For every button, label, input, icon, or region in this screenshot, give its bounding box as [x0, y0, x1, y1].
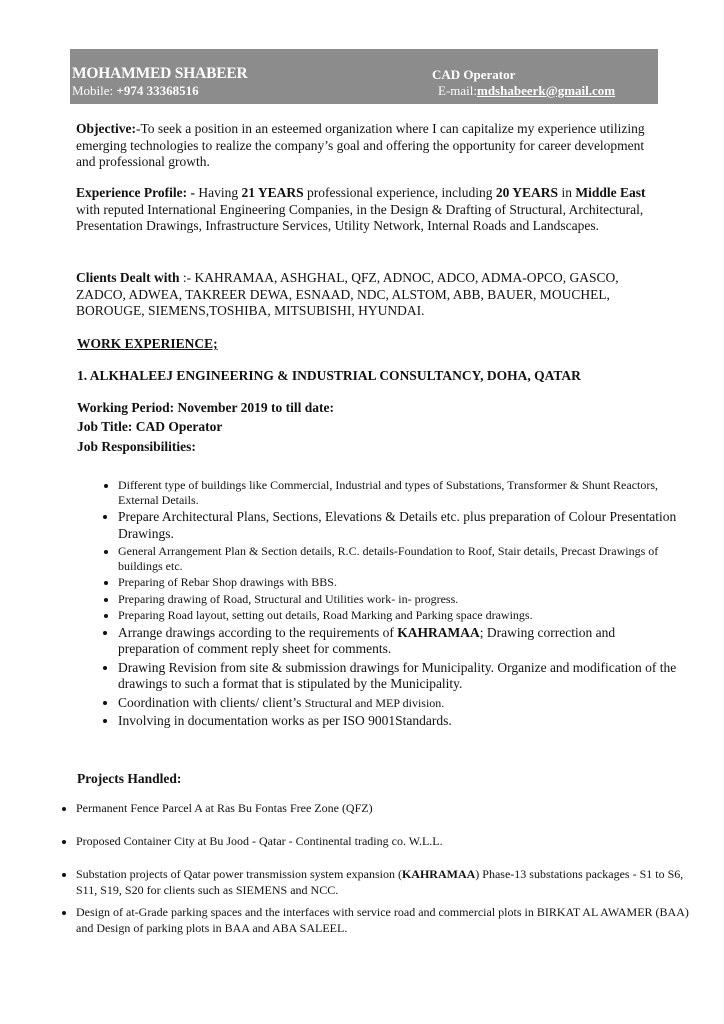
projects-list — [50, 800, 696, 953]
job-responsibilities-title: Job Responsibilities: — [77, 439, 196, 454]
working-period: Working Period: November 2019 to till date: — [77, 400, 334, 415]
list-item: • Permanent Fence Parcel A at Ras Bu Fontas Free Zone (QFZ) — [76, 800, 696, 816]
experience-text-3: in — [558, 185, 576, 200]
resp-text: Coordination with clients/ client’s — [118, 694, 305, 710]
company-heading: 1. ALKHALEEJ ENGINEERING & INDUSTRIAL CONSULTANCY, DOHA, QATAR — [77, 368, 581, 383]
candidate-role: CAD Operator — [432, 67, 516, 82]
responsibilities-list — [92, 478, 678, 732]
work-experience-title: WORK EXPERIENCE; — [77, 336, 218, 351]
experience-text-4: with reputed International Engineering Companies, in the Design & Drafting of Structural, Architectural, Presentation Drawings, Infrastructure Services, Utility Network, Internal Roads and Landscapes. — [76, 201, 644, 233]
resume-header — [70, 49, 658, 104]
experience-text-1: Having — [194, 185, 242, 200]
list-item: • Preparing of Rebar Shop drawings with BBS. — [118, 575, 678, 590]
job-title: Job Title: CAD Operator — [77, 419, 223, 434]
project-client-name: KAHRAMAA — [401, 867, 476, 881]
objective-label: Objective: — [76, 121, 136, 136]
mobile-number: +974 33368516 — [116, 83, 199, 98]
email-line — [438, 83, 615, 99]
email-link[interactable]: mdshabeerk@gmail.com — [477, 83, 616, 98]
experience-years-middle-east: 20 YEARS — [495, 185, 559, 200]
resp-text-small: Structural and MEP division. — [304, 695, 445, 710]
mobile-label: Mobile: — [72, 83, 117, 98]
project-text: Substation projects of Qatar power transmission system expansion ( — [76, 867, 402, 881]
list-item: • Different type of buildings like Commercial, Industrial and types of Substations, Transformer & Shunt Reactors, External Details. — [118, 478, 678, 507]
resp-text: Arrange drawings according to the requirements of — [118, 624, 398, 640]
clients-label: Clients Dealt with — [76, 270, 180, 285]
list-item: • Proposed Container City at Bu Jood - Qatar - Continental trading co. W.L.L. — [76, 833, 696, 849]
list-item — [76, 866, 696, 898]
project-text: ) Phase-13 substations packages - S1 to S6, S11, S19, S20 for clients such as SIEMENS and NCC. — [76, 867, 684, 897]
list-item: • General Arrangement Plan & Section details, R.C. details-Foundation to Roof, Stair details, Precast Drawings of buildings etc. — [118, 544, 678, 573]
list-item — [118, 695, 678, 712]
experience-years-total: 21 YEARS — [241, 185, 304, 200]
clients-text: :- KAHRAMAA, ASHGHAL, QFZ, ADNOC, ADCO, ADMA-OPCO, GASCO, ZADCO, ADWEA, TAKREER DEWA, ESNAAD, NDC, ALSTOM, ABB, BAUER, MOUCHEL, BOROUGE, SIEMENS,TOSHIBA, MITSUBISHI, HYUNDAI. — [76, 270, 619, 318]
list-item: • Preparing Road layout, setting out details, Road Marking and Parking space drawings. — [118, 608, 678, 623]
experience-text-2: professional experience, including — [303, 185, 496, 200]
list-item: • Involving in documentation works as per ISO 9001Standards. — [118, 713, 678, 730]
clients-section — [76, 270, 666, 320]
projects-title: Projects Handled: — [77, 771, 182, 786]
list-item: • Drawing Revision from site & submission drawings for Municipality. Organize and modification of the drawings to such a format that is stipulated by the Municipality. — [118, 660, 678, 693]
experience-profile-label: Experience Profile: - — [76, 185, 195, 200]
objective-text: -To seek a position in an esteemed organization where I can capitalize my experience utilizing emerging technologies to realize the company’s goal and offering the opportunity for career development and professional growth. — [76, 121, 645, 169]
list-item — [118, 625, 678, 658]
objective-section — [76, 121, 666, 171]
list-item: • Design of at-Grade parking spaces and the interfaces with service road and commercial plots in BIRKAT AL AWAMER (BAA) and Design of parking plots in BAA and ABA SALEEL. — [76, 904, 696, 936]
experience-region: Middle East — [575, 185, 646, 200]
list-item: • Preparing drawing of Road, Structural and Utilities work- in- progress. — [118, 592, 678, 607]
list-item: • Prepare Architectural Plans, Sections, Elevations & Details etc. plus preparation of Colour Presentation Drawings. — [118, 509, 678, 542]
candidate-name: MOHAMMED SHABEER — [72, 65, 248, 82]
resp-client-name: KAHRAMAA — [397, 624, 480, 640]
email-label: E-mail: — [438, 83, 477, 98]
mobile-line — [72, 83, 199, 99]
experience-profile-section — [76, 185, 666, 235]
resp-text: ; Drawing correction and preparation of comment reply sheet for comments. — [118, 624, 616, 656]
